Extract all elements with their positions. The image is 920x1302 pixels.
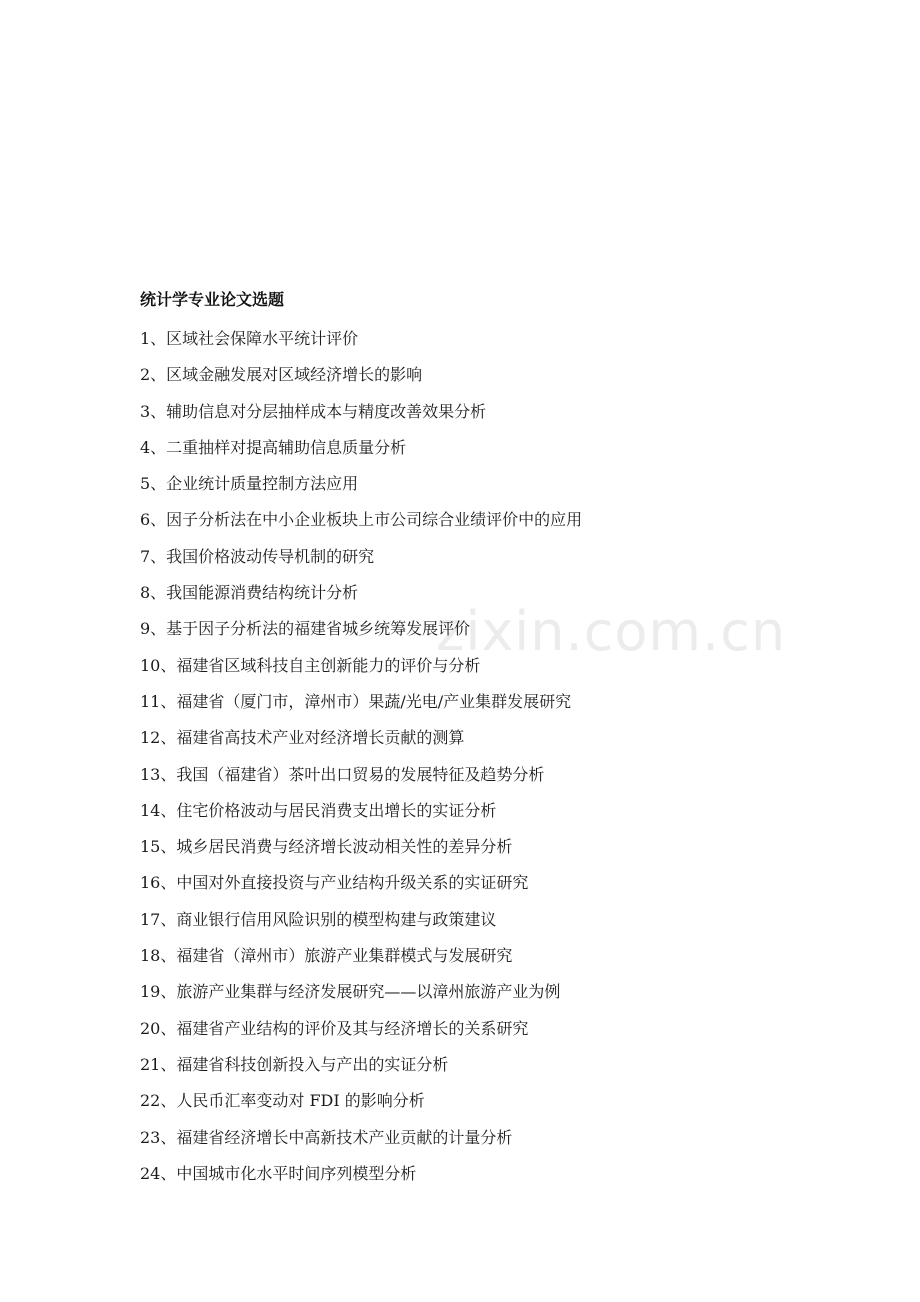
topic-item: 17、商业银行信用风险识别的模型构建与政策建议 <box>140 909 497 929</box>
topic-item: 12、福建省高技术产业对经济增长贡献的测算 <box>140 728 465 748</box>
topic-item: 1、区域社会保障水平统计评价 <box>140 329 359 348</box>
topic-item: 5、企业统计质量控制方法应用 <box>140 474 359 494</box>
topic-item: 19、旅游产业集群与经济发展研究——以漳州旅游产业为例 <box>140 982 561 1002</box>
document-title: 统计学专业论文选题 <box>140 290 285 309</box>
topic-item: 3、辅助信息对分层抽样成本与精度改善效果分析 <box>140 401 487 421</box>
topic-item: 20、福建省产业结构的评价及其与经济增长的关系研究 <box>140 1018 529 1038</box>
topic-item: 10、福建省区域科技自主创新能力的评价与分析 <box>140 655 481 675</box>
topic-item: 2、区域金融发展对区域经济增长的影响 <box>140 365 423 385</box>
watermark: zixin.com.cn <box>436 600 787 663</box>
topic-item: 9、基于因子分析法的福建省城乡统筹发展评价 <box>140 619 471 639</box>
topic-item: 8、我国能源消费结构统计分析 <box>140 583 359 603</box>
topic-item: 24、中国城市化水平时间序列模型分析 <box>140 1163 417 1183</box>
topic-item: 14、住宅价格波动与居民消费支出增长的实证分析 <box>140 800 497 820</box>
topic-item: 16、中国对外直接投资与产业结构升级关系的实证研究 <box>140 873 529 893</box>
topic-item: 23、福建省经济增长中高新技术产业贡献的计量分析 <box>140 1127 513 1147</box>
topic-item: 15、城乡居民消费与经济增长波动相关性的差异分析 <box>140 837 513 857</box>
topic-item: 18、福建省（漳州市）旅游产业集群模式与发展研究 <box>140 946 513 966</box>
topic-item: 21、福建省科技创新投入与产出的实证分析 <box>140 1054 449 1074</box>
topic-item: 13、我国（福建省）茶叶出口贸易的发展特征及趋势分析 <box>140 764 545 784</box>
topic-item: 6、因子分析法在中小企业板块上市公司综合业绩评价中的应用 <box>140 510 583 530</box>
topic-item: 22、人民币汇率变动对 FDI 的影响分析 <box>140 1091 425 1111</box>
document-content <box>140 285 582 1192</box>
topic-item: 7、我国价格波动传导机制的研究 <box>140 546 375 566</box>
topic-list <box>140 321 582 1192</box>
topic-item: 11、福建省（厦门市，漳州市）果蔬/光电/产业集群发展研究 <box>140 691 572 711</box>
topic-item: 4、二重抽样对提高辅助信息质量分析 <box>140 437 407 457</box>
